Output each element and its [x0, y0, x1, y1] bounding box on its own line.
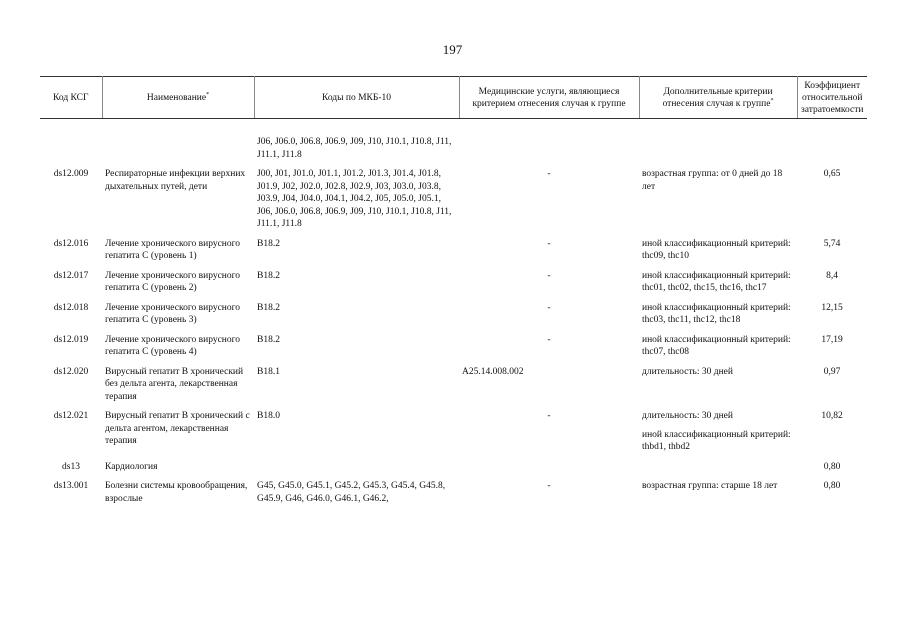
table-row [40, 332, 867, 364]
criteria-cell [639, 459, 797, 479]
coefficient-cell: 8,4 [826, 270, 838, 281]
services-cell: - [547, 411, 551, 421]
coefficient-cell: 17,19 [821, 334, 843, 345]
mkb-codes-cell: J00, J01, J01.0, J01.1, J01.2, J01.3, J01.4, J01.8, J01.9, J02, J02.0, J02.8, J02.9, J03, J03.0, J03.8, J03.9, J04, J04.0, J04.1, J04.2, J05, J05.0, J05.1, J06, J06.0, J06.8, J06.9, J09, J10, J10.1, J10.8, J11, J11.1, J11.8 [257, 169, 452, 229]
ksg-name-cell: Лечение хронического вирусного гепатита C (уровень 3) [105, 302, 241, 325]
ksg-code-cell: ds13.001 [53, 481, 89, 491]
services-cell: - [547, 238, 551, 249]
table-row [40, 166, 867, 236]
coefficient-cell: 12,15 [821, 302, 843, 313]
ksg-code-cell: ds12.020 [53, 366, 89, 377]
coefficient-cell: 0,97 [823, 366, 841, 377]
services-cell: - [547, 169, 551, 179]
header-name-text: Наименование [146, 92, 207, 103]
services-cell [459, 134, 639, 166]
services-cell: - [547, 334, 551, 345]
ksg-name-cell: Лечение хронического вирусного гепатита C (уровень 1) [105, 238, 241, 261]
criteria-item: иной классификационный критерий: thc07, thc08 [642, 334, 791, 357]
coefficient-cell: 0,65 [823, 169, 841, 179]
table-row [40, 134, 867, 166]
table-row [40, 236, 867, 268]
table-row [40, 478, 867, 510]
services-cell: - [547, 481, 551, 491]
spacer-row [40, 119, 867, 135]
coefficient-cell: 0,80 [823, 481, 841, 491]
services-cell: - [547, 302, 551, 313]
ksg-code-cell: ds12.021 [53, 411, 89, 421]
ksg-name-cell: Вирусный гепатит B хронический с дельта агентом, лекарственная терапия [105, 411, 250, 446]
mkb-codes-cell: B18.1 [257, 366, 280, 377]
ksg-code-cell: ds12.009 [53, 169, 89, 179]
ksg-code-cell: ds12.019 [53, 334, 89, 345]
mkb-codes-cell: G45, G45.0, G45.1, G45.2, G45.3, G45.4, G45.8, G45.9, G46, G46.0, G46.1, G46.2, [257, 481, 446, 504]
criteria-item: иной классификационный критерий: thbd1, thbd2 [642, 429, 791, 452]
table-row [40, 268, 867, 300]
coefficient-cell: 5,74 [823, 238, 841, 249]
criteria-cell [639, 364, 797, 409]
mkb-codes-cell: B18.0 [257, 411, 280, 421]
ksg-name-cell: Лечение хронического вирусного гепатита C (уровень 2) [105, 270, 241, 293]
criteria-cell [639, 332, 797, 364]
table-row [40, 300, 867, 332]
coefficient-cell [797, 134, 867, 166]
ksg-table [40, 76, 867, 510]
criteria-cell [639, 408, 797, 459]
table-row [40, 364, 867, 409]
criteria-cell [639, 478, 797, 510]
coefficient-cell: 10,82 [821, 411, 843, 421]
header-code: Код КСГ [40, 77, 102, 119]
criteria-item: длительность: 30 дней [642, 411, 733, 421]
mkb-codes-cell: B18.2 [257, 302, 280, 313]
header-criteria-footnote-mark: * [770, 97, 774, 104]
criteria-cell [639, 300, 797, 332]
ksg-code-cell: ds12.016 [53, 238, 89, 249]
criteria-cell [639, 134, 797, 166]
header-coef: Коэффициент относительной затратоемкости [797, 77, 867, 119]
criteria-item: иной классификационный критерий: thc01, thc02, thc15, thc16, thc17 [642, 270, 791, 293]
table-row [40, 408, 867, 459]
services-cell: A25.14.008.002 [462, 366, 524, 377]
table-body [40, 119, 867, 511]
criteria-item: возрастная группа: от 0 дней до 18 лет [642, 169, 783, 192]
table-header-row [40, 77, 867, 119]
ksg-name-cell: Респираторные инфекции верхних дыхательных путей, дети [105, 169, 246, 192]
header-criteria [639, 77, 797, 119]
ksg-code-cell: ds12.018 [53, 302, 89, 313]
ksg-name-cell: Лечение хронического вирусного гепатита C (уровень 4) [105, 334, 241, 357]
mkb-codes-cell [254, 459, 459, 479]
header-criteria-text: Дополнительные критерии отнесения случая к группе [662, 86, 773, 109]
header-services: Медицинские услуги, являющиеся критерием отнесения случая к группе [459, 77, 639, 119]
ksg-name-cell: Вирусный гепатит B хронический без дельта агента, лекарственная терапия [105, 366, 244, 402]
page-number: 197 [442, 42, 463, 57]
header-name-footnote-mark: * [206, 91, 210, 98]
criteria-item: иной классификационный критерий: thc03, thc11, thc12, thc18 [642, 302, 791, 325]
header-name [102, 77, 254, 119]
criteria-cell [639, 166, 797, 236]
table-row [40, 459, 867, 479]
criteria-item: иной классификационный критерий: thc09, thc10 [642, 238, 791, 261]
ksg-code-cell [40, 134, 102, 166]
mkb-codes-cell: B18.2 [257, 334, 280, 345]
mkb-codes-cell: B18.2 [257, 238, 280, 249]
ksg-name-cell [102, 134, 254, 166]
services-cell: - [547, 270, 551, 281]
criteria-item: длительность: 30 дней [642, 366, 733, 377]
criteria-item: возрастная группа: старше 18 лет [642, 481, 778, 491]
header-mkb: Коды по МКБ-10 [254, 77, 459, 119]
mkb-codes-cell: J06, J06.0, J06.8, J06.9, J09, J10, J10.1, J10.8, J11, J11.1, J11.8 [257, 137, 452, 160]
criteria-cell [639, 236, 797, 268]
ksg-name-cell: Кардиология [105, 461, 158, 472]
ksg-name-cell: Болезни системы кровообращения, взрослые [105, 481, 248, 504]
ksg-code-cell: ds12.017 [53, 270, 89, 281]
mkb-codes-cell: B18.2 [257, 270, 280, 281]
ksg-code-cell: ds13 [62, 461, 80, 472]
coefficient-cell: 0,80 [823, 461, 841, 472]
criteria-cell [639, 268, 797, 300]
services-cell [459, 459, 639, 479]
